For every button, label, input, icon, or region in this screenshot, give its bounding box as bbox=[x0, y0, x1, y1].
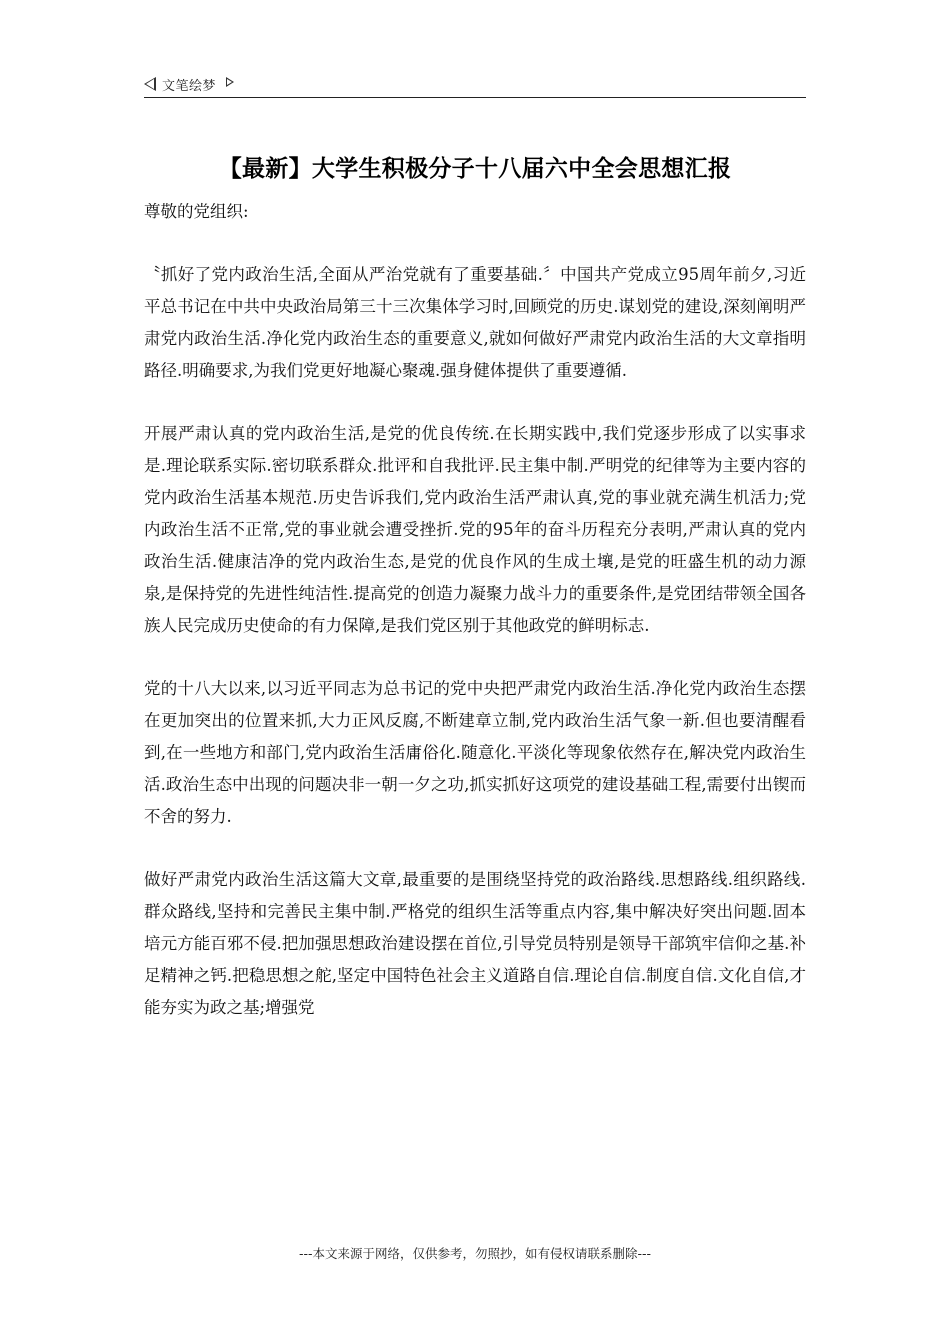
triangle-right-icon bbox=[226, 77, 234, 87]
salutation: 尊敬的党组织: bbox=[144, 202, 249, 221]
triangle-left-icon bbox=[144, 77, 156, 91]
page-header bbox=[144, 74, 806, 98]
paragraph: 开展严肃认真的党内政治生活,是党的优良传统.在长期实践中,我们党逐步形成了以实事求是.理论联系实际.密切联系群众.批评和自我批评.民主集中制.严明党的纪律等为主要内容的党内政治生活基本规范.历史告诉我们,党内政治生活严肃认真,党的事业就充满生机活力;党内政治生活不正常,党的事业就会遭受挫折.党的95年的奋斗历程充分表明,严肃认真的党内政治生活.健康洁净的党内政治生态,是党的优良作风的生成土壤,是党的旺盛生机的动力源泉,是保持党的先进性纯洁性.提高党的创造力凝聚力战斗力的重要条件,是党团结带领全国各族人民完成历史使命的有力保障,是我们党区别于其他政党的鲜明标志. bbox=[144, 424, 806, 635]
brand-logo bbox=[144, 74, 234, 94]
brand-name: 文笔绘梦 bbox=[162, 78, 217, 94]
footer-disclaimer: ---本文来源于网络，仅供参考，勿照抄，如有侵权请联系删除--- bbox=[298, 1246, 652, 1261]
paragraph: 党的十八大以来,以习近平同志为总书记的党中央把严肃党内政治生活.净化党内政治生态摆在更加突出的位置来抓,大力正风反腐,不断建章立制,党内政治生活气象一新.但也要清醒看到,在一些地方和部门,党内政治生活庸俗化.随意化.平淡化等现象依然存在,解决党内政治生活.政治生态中出现的问题决非一朝一夕之功,抓实抓好这项党的建设基础工程,需要付出锲而不舍的努力. bbox=[144, 679, 806, 826]
paragraph: 〝抓好了党内政治生活,全面从严治党就有了重要基础.〞中国共产党成立95周年前夕,习近平总书记在中共中央政治局第三十三次集体学习时,回顾党的历史.谋划党的建设,深刻阐明严肃党内政治生活.净化党内政治生态的重要意义,就如何做好严肃党内政治生活的大文章指明路径.明确要求,为我们党更好地凝心聚魂.强身健体提供了重要遵循. bbox=[144, 265, 806, 380]
document-body bbox=[144, 259, 806, 1055]
document-title: 【最新】大学生积极分子十八届六中全会思想汇报 bbox=[218, 156, 732, 182]
paragraph: 做好严肃党内政治生活这篇大文章,最重要的是围绕坚持党的政治路线.思想路线.组织路线.群众路线,坚持和完善民主集中制.严格党的组织生活等重点内容,集中解决好突出问题.固本培元方能百邪不侵.把加强思想政治建设摆在首位,引导党员特别是领导干部筑牢信仰之基.补足精神之钙.把稳思想之舵,坚定中国特色社会主义道路自信.理论自信.制度自信.文化自信,才能夯实为政之基;增强党 bbox=[144, 870, 806, 1017]
